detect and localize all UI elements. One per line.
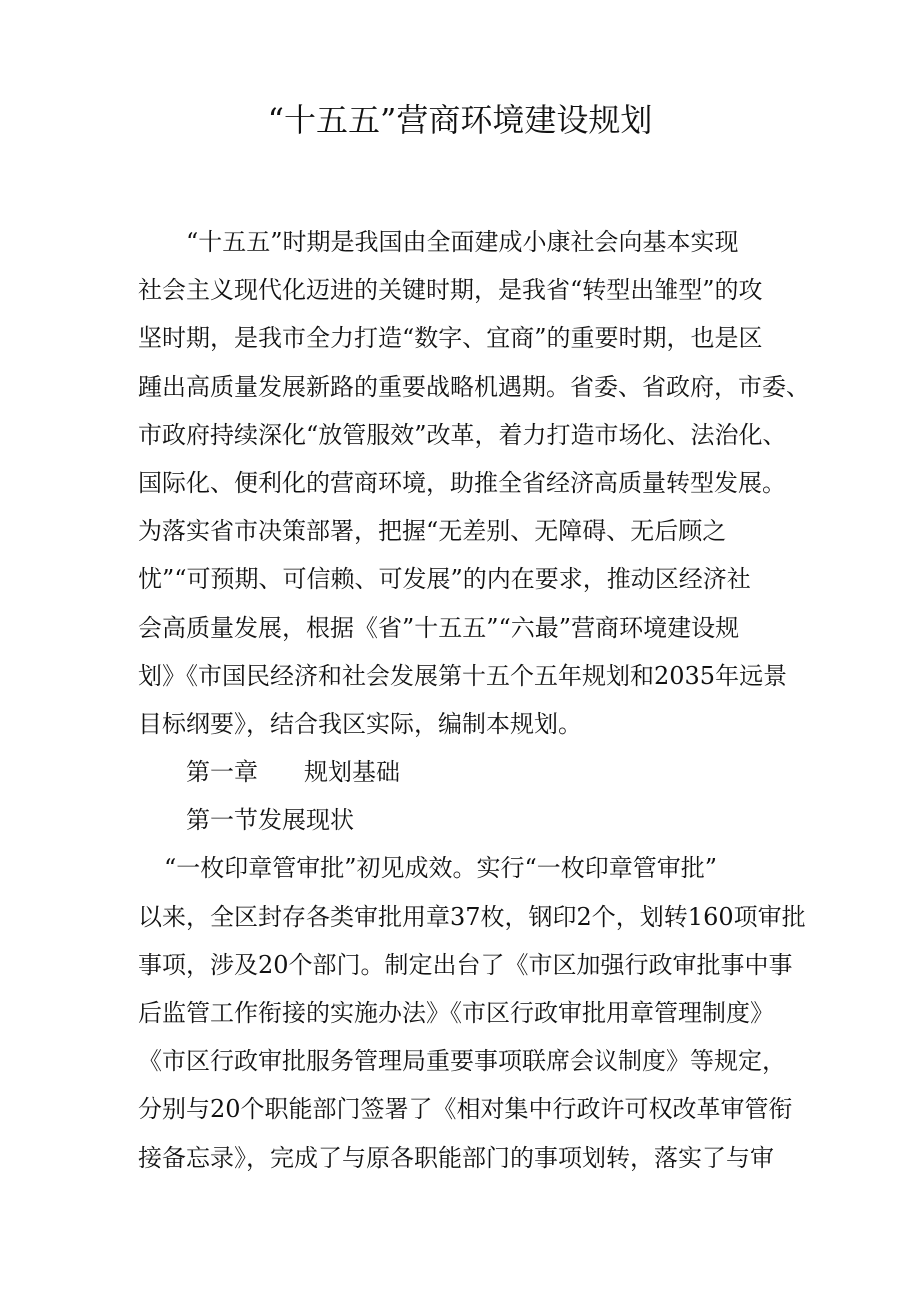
document-title: “十五五”营商环境建设规划 [267,101,653,139]
section-heading: 第一节发展现状 [186,806,354,835]
paragraph-line: “一枚印章管审批”初见成效。实行“一枚印章管审批” [164,854,718,883]
paragraph-line: 目标纲要》，结合我区实际，编制本规划。 [138,709,582,738]
paragraph-line: 社会主义现代化迈进的关键时期，是我省“转型出雏型”的攻 [138,276,763,305]
chapter-number: 第一章 [186,758,258,787]
paragraph-line: 事项，涉及20个部门。制定出台了《市区加强行政审批事中事 [138,950,793,979]
paragraph-line: 分别与20个职能部门签署了《相对集中行政许可权改革审管衔 [138,1095,793,1124]
paragraph-line: 会高质量发展，根据《省”十五五”“六最”营商环境建设规 [138,613,740,642]
document-body [138,218,810,1182]
paragraph-line: 市政府持续深化“放管服效”改革，着力打造市场化、法治化、 [138,420,787,449]
paragraph-line: 《市区行政审批服务管理局重要事项联席会议制度》等规定， [138,1047,786,1076]
paragraph-line: 为落实省市决策部署，把握“无差别、无障碍、无后顾之 [138,517,727,546]
paragraph-line: 坚时期，是我市全力打造“数字、宜商”的重要时期，也是区 [138,324,763,353]
paragraph-line: 划》《市国民经济和社会发展第十五个五年规划和2035年远景 [138,661,788,690]
paragraph-line: 接备忘录》，完成了与原各职能部门的事项划转，落实了与审 [138,1143,774,1172]
paragraph-line: 以来，全区封存各类审批用章37枚，钢印2个，划转160项审批 [138,902,806,931]
paragraph-line: 后监管工作衔接的实施办法》《市区行政审批用章管理制度》 [138,999,774,1027]
paragraph-line: 国际化、便利化的营商环境，助推全省经济高质量转型发展。 [138,468,786,497]
paragraph-line: 踵出高质量发展新路的重要战略机遇期。省委、省政府，市委、 [138,372,810,401]
paragraph-line: “十五五”时期是我国由全面建成小康社会向基本实现 [186,228,739,256]
chapter-name: 规划基础 [304,758,400,787]
paragraph-line: 忧”“可预期、可信赖、可发展”的内在要求，推动区经济社 [138,565,751,594]
chapter-heading [138,748,798,796]
